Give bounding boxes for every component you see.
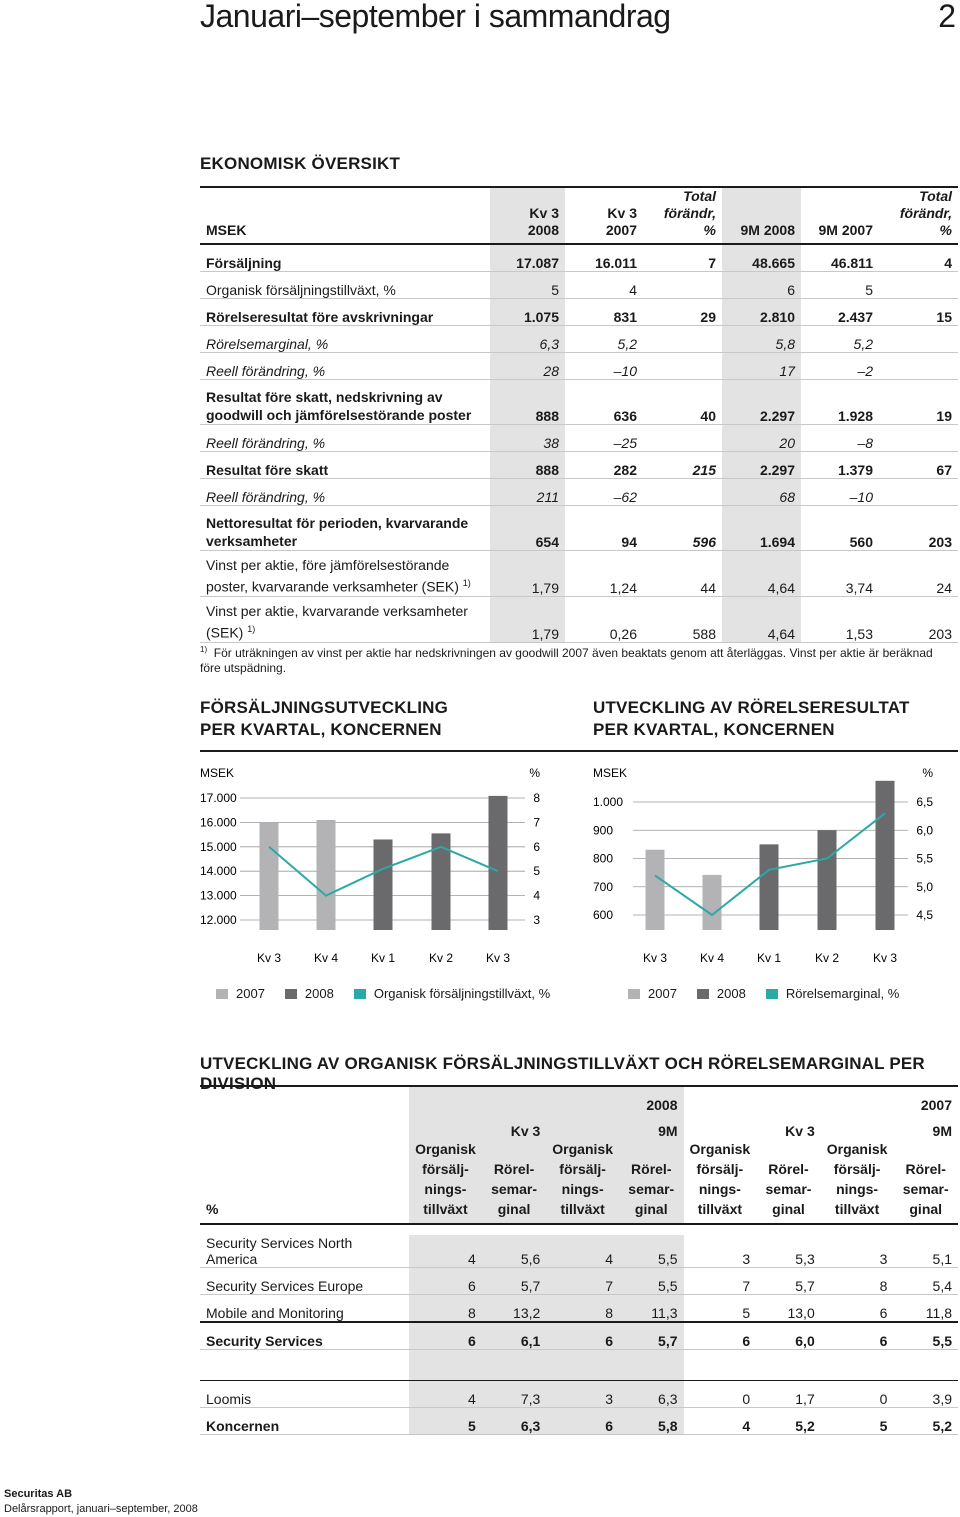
y2-tick-label: 6,5: [916, 795, 933, 809]
cell: 1,7: [756, 1381, 821, 1408]
cell: 4: [879, 244, 958, 271]
col-margin: Rörel- semar- ginal: [482, 1139, 547, 1224]
table-row: [200, 325, 958, 352]
blank: [200, 1113, 409, 1139]
row-label: Försäljning: [200, 244, 490, 271]
spacer-row: [200, 1350, 958, 1381]
col-total-change-q: Total förändr, %: [643, 188, 722, 244]
cell: 4,64: [722, 550, 801, 596]
col-margin: Rörel- semar- ginal: [893, 1139, 958, 1224]
table-row: [200, 1295, 958, 1323]
legend-label: Organisk försäljningstillväxt, %: [373, 986, 551, 1001]
col-margin: Rörel- semar- ginal: [756, 1139, 821, 1224]
left-axis-label: MSEK: [593, 766, 628, 780]
cell: 4: [409, 1381, 482, 1408]
cell: 888: [490, 379, 565, 424]
y2-tick-label: 7: [533, 815, 540, 830]
left-axis-label: MSEK: [200, 766, 235, 780]
cell: 2.297: [722, 379, 801, 424]
row-label: Organisk försäljningstillväxt, %: [200, 271, 490, 298]
cell: 1.379: [801, 451, 879, 478]
legend-label: 2007: [236, 986, 265, 1001]
y-tick-label: 14.000: [200, 864, 237, 879]
cell: 16.011: [565, 244, 643, 271]
footer: [4, 1487, 198, 1517]
cell: 211: [490, 478, 565, 505]
column-header-row: [200, 1139, 958, 1224]
cell: 8: [546, 1295, 619, 1323]
chart1-heading: FÖRSÄLJNINGSUTVECKLING PER KVARTAL, KONCERNEN: [200, 698, 449, 739]
cell: 0: [684, 1381, 757, 1408]
cell: [879, 352, 958, 379]
cell: 4: [565, 271, 643, 298]
cell: 1,79: [490, 596, 565, 642]
cell: 7,3: [482, 1381, 547, 1408]
cell: 5: [801, 271, 879, 298]
cell: 1,24: [565, 550, 643, 596]
legend-swatch-2008: [697, 989, 709, 999]
year-row: [200, 1087, 958, 1113]
y2-tick-label: 5,0: [916, 879, 933, 894]
bar: [260, 822, 279, 930]
blank: [200, 1087, 409, 1113]
y2-tick-label: 5: [533, 864, 540, 879]
legend-swatch-line: [354, 989, 366, 999]
row-label: Rörelseresultat före avskrivningar: [200, 298, 490, 325]
cell: 5,2: [801, 325, 879, 352]
table-row: [200, 1408, 958, 1435]
period-kv3-2007: Kv 3: [785, 1123, 815, 1139]
col-9m-2007: 9M 2007: [801, 188, 879, 244]
row-label: Security Services North America: [200, 1235, 409, 1268]
table-row: [200, 1268, 958, 1295]
cell: 6: [722, 271, 801, 298]
row-label: Koncernen: [200, 1408, 409, 1435]
cell: 29: [643, 298, 722, 325]
sales-chart: [195, 760, 555, 965]
y2-tick-label: 5,5: [916, 851, 933, 866]
cell: 215: [643, 451, 722, 478]
cell: 3: [684, 1235, 757, 1268]
chart2-heading: UTVECKLING AV RÖRELSERESULTAT PER KVARTAL, KONCERNEN: [593, 698, 910, 739]
period-9m-2008: 9M: [546, 1113, 683, 1139]
cell: 28: [490, 352, 565, 379]
cell: 2.810: [722, 298, 801, 325]
cell: 1,53: [801, 596, 879, 642]
overview-header-row: [200, 188, 958, 244]
bar: [489, 796, 508, 930]
y2-tick-label: 6: [533, 839, 540, 854]
footer-report: Delårsrapport, januari–september, 2008: [4, 1503, 198, 1515]
y-tick-label: 13.000: [200, 888, 237, 903]
cell: 1.075: [490, 298, 565, 325]
cell: 24: [879, 550, 958, 596]
legend-swatch-2007: [628, 989, 640, 999]
cell: 596: [643, 505, 722, 550]
table-row: [200, 478, 958, 505]
row-label: Vinst per aktie, kvarvarande verksamheter (SEK) $^{1)}$: [200, 596, 490, 642]
cell: 5: [409, 1408, 482, 1435]
cell: 7: [643, 244, 722, 271]
footnote: $^{1)}$ För uträkningen av vinst per aktie har nedskrivningen av goodwill 2007 även beaktats genom att återläggas. Vinst per aktie är beräknad före utspädning.: [200, 645, 933, 675]
table-row: [200, 1322, 958, 1350]
cell: 38: [490, 424, 565, 451]
cell: 5,5: [893, 1322, 958, 1350]
cell: –25: [565, 424, 643, 451]
cell: 67: [879, 451, 958, 478]
cell: 40: [643, 379, 722, 424]
cell: 6: [409, 1322, 482, 1350]
cell: 2.297: [722, 451, 801, 478]
y-tick-label: 17.000: [200, 791, 237, 805]
col-organic: Organisk försälj- nings- tillväxt: [546, 1139, 619, 1224]
cell: 5,1: [893, 1235, 958, 1268]
y2-tick-label: 3: [533, 913, 540, 927]
cell: 94: [565, 505, 643, 550]
footer-company: Securitas AB: [4, 1488, 73, 1500]
y-tick-label: 16.000: [200, 815, 237, 830]
cell: [643, 352, 722, 379]
period-kv3-2008: Kv 3: [409, 1113, 546, 1139]
overview-table: [200, 188, 958, 643]
y-tick-label: 700: [593, 879, 614, 894]
cell: 5,4: [893, 1268, 958, 1295]
y-tick-label: 12.000: [200, 913, 237, 927]
y2-tick-label: 4,5: [916, 908, 933, 922]
cell: 5,2: [565, 325, 643, 352]
table-row: [200, 1235, 958, 1268]
bar: [646, 850, 665, 930]
year-2007: 2007: [920, 1097, 952, 1113]
page-title: Januari–september i sammandrag: [200, 0, 671, 34]
row-label: Resultat före skatt, nedskrivning av goodwill och jämförelsestörande poster: [200, 379, 490, 424]
cell: 588: [643, 596, 722, 642]
legend-label: Rörelsemarginal, %: [785, 986, 900, 1001]
cell: 5,7: [619, 1322, 684, 1350]
row-label: Security Services: [200, 1322, 409, 1350]
row-label: Resultat före skatt: [200, 451, 490, 478]
cell: 1.928: [801, 379, 879, 424]
y-tick-label: 600: [593, 908, 614, 922]
division-table: [200, 1087, 958, 1435]
col-kv3-2008: Kv 3 2008: [490, 188, 565, 244]
bar: [703, 875, 722, 930]
x-tick-label: Kv 3: [872, 951, 898, 965]
cell: [643, 424, 722, 451]
y2-tick-label: 8: [533, 791, 540, 805]
table-row: [200, 424, 958, 451]
legend-swatch-2008: [285, 989, 297, 999]
cell: 6,3: [490, 325, 565, 352]
cell: [643, 271, 722, 298]
legend-swatch-2007: [216, 989, 228, 999]
cell: 11,8: [893, 1295, 958, 1323]
cell: [879, 424, 958, 451]
table-row: [200, 352, 958, 379]
cell: 6,0: [756, 1322, 821, 1350]
charts-rule: [200, 750, 958, 752]
col-organic: Organisk försälj- nings- tillväxt: [409, 1139, 482, 1224]
cell: 5: [821, 1408, 894, 1435]
cell: 11,3: [619, 1295, 684, 1323]
x-tick-label: Kv 3: [642, 951, 668, 965]
x-tick-label: Kv 1: [370, 951, 396, 965]
cell: 6,3: [619, 1381, 684, 1408]
cell: 5,8: [722, 325, 801, 352]
cell: [643, 325, 722, 352]
row-label: Vinst per aktie, före jämförelsestörande poster, kvarvarande verksamheter (SEK) $^{1)}$: [200, 550, 490, 596]
right-axis-label: %: [922, 766, 933, 780]
cell: 5,6: [482, 1235, 547, 1268]
chart1-legend: [216, 986, 550, 1001]
cell: –10: [801, 478, 879, 505]
col-kv3-2007: Kv 3 2007: [565, 188, 643, 244]
page-number: 2: [938, 0, 956, 34]
col-total-change-9m: Total förändr, %: [879, 188, 958, 244]
col-organic: Organisk försälj- nings- tillväxt: [821, 1139, 894, 1224]
row-label: Loomis: [200, 1381, 409, 1408]
cell: 17: [722, 352, 801, 379]
row-label: Rörelsemarginal, %: [200, 325, 490, 352]
cell: 5,5: [619, 1268, 684, 1295]
cell: 48.665: [722, 244, 801, 271]
table-row: [200, 1381, 958, 1408]
table-row: [200, 505, 958, 550]
cell: 4: [546, 1235, 619, 1268]
col-msek: MSEK: [200, 188, 490, 244]
cell: 1.694: [722, 505, 801, 550]
bar: [876, 781, 895, 930]
y2-tick-label: 4: [533, 888, 540, 903]
cell: 0: [821, 1381, 894, 1408]
cell: –8: [801, 424, 879, 451]
cell: 203: [879, 505, 958, 550]
cell: 5,8: [619, 1408, 684, 1435]
overview-heading: EKONOMISK ÖVERSIKT: [200, 154, 401, 173]
legend-label: 2007: [648, 986, 677, 1001]
cell: 7: [684, 1268, 757, 1295]
cell: [879, 478, 958, 505]
cell: 13,0: [756, 1295, 821, 1323]
table-row: [200, 244, 958, 271]
row-label: Reell förändring, %: [200, 478, 490, 505]
cell: 2.437: [801, 298, 879, 325]
year-2008: 2008: [409, 1087, 683, 1113]
division-heading: UTVECKLING AV ORGANISK FÖRSÄLJNINGSTILLVÄXT OCH RÖRELSEMARGINAL PER DIVISION: [200, 1054, 925, 1093]
cell: 44: [643, 550, 722, 596]
y-tick-label: 15.000: [200, 839, 237, 854]
x-tick-label: Kv 4: [313, 951, 339, 965]
legend-label: 2008: [304, 986, 334, 1001]
cell: 17.087: [490, 244, 565, 271]
y-tick-label: 800: [593, 851, 614, 866]
operating-income-chart: [588, 760, 958, 965]
col-organic: Organisk försälj- nings- tillväxt: [684, 1139, 757, 1224]
cell: 4: [684, 1408, 757, 1435]
cell: 20: [722, 424, 801, 451]
cell: 3,9: [893, 1381, 958, 1408]
cell: 6: [684, 1322, 757, 1350]
col-margin: Rörel- semar- ginal: [619, 1139, 684, 1224]
x-tick-label: Kv 1: [756, 951, 782, 965]
bar: [374, 839, 393, 930]
table-row: [200, 550, 958, 596]
cell: 7: [546, 1268, 619, 1295]
cell: [879, 325, 958, 352]
cell: 5,2: [756, 1408, 821, 1435]
table-row: [200, 379, 958, 424]
cell: [879, 271, 958, 298]
period-row: [200, 1113, 958, 1139]
cell: 8: [821, 1268, 894, 1295]
cell: 282: [565, 451, 643, 478]
cell: 15: [879, 298, 958, 325]
cell: 5,7: [482, 1268, 547, 1295]
x-tick-label: Kv 3: [485, 951, 511, 965]
col-9m-2008: 9M 2008: [722, 188, 801, 244]
chart2-legend: [628, 986, 899, 1001]
row-label: Reell förändring, %: [200, 352, 490, 379]
table-row: [200, 451, 958, 478]
cell: 5,3: [756, 1235, 821, 1268]
y-tick-label: 1.000: [593, 795, 624, 809]
cell: 831: [565, 298, 643, 325]
legend-swatch-line: [766, 989, 778, 999]
cell: 5,5: [619, 1235, 684, 1268]
cell: 5,7: [756, 1268, 821, 1295]
cell: 3: [546, 1381, 619, 1408]
cell: 6: [821, 1295, 894, 1323]
x-tick-label: Kv 2: [814, 951, 840, 965]
row-label: Nettoresultat för perioden, kvarvarande verksamheter: [200, 505, 490, 550]
x-tick-label: Kv 2: [428, 951, 454, 965]
cell: 6: [409, 1268, 482, 1295]
row-label: Security Services Europe: [200, 1268, 409, 1295]
table-row: [200, 298, 958, 325]
cell: 6: [821, 1322, 894, 1350]
legend-label: 2008: [716, 986, 746, 1001]
cell: 8: [409, 1295, 482, 1323]
cell: 203: [879, 596, 958, 642]
cell: 636: [565, 379, 643, 424]
x-tick-label: Kv 3: [256, 951, 282, 965]
cell: 3,74: [801, 550, 879, 596]
cell: –2: [801, 352, 879, 379]
bar: [317, 820, 336, 930]
cell: 4: [409, 1235, 482, 1268]
cell: 1,79: [490, 550, 565, 596]
cell: 68: [722, 478, 801, 505]
x-tick-label: Kv 4: [699, 951, 725, 965]
cell: 6,3: [482, 1408, 547, 1435]
cell: 6,1: [482, 1322, 547, 1350]
cell: 5: [684, 1295, 757, 1323]
cell: –62: [565, 478, 643, 505]
cell: 4,64: [722, 596, 801, 642]
cell: 46.811: [801, 244, 879, 271]
cell: –10: [565, 352, 643, 379]
spacer-row: [200, 1224, 958, 1235]
cell: 19: [879, 379, 958, 424]
y2-tick-label: 6,0: [916, 823, 933, 838]
cell: 13,2: [482, 1295, 547, 1323]
bar: [760, 844, 779, 930]
row-label: Reell förändring, %: [200, 424, 490, 451]
cell: 888: [490, 451, 565, 478]
right-axis-label: %: [529, 766, 540, 780]
col-percent: %: [200, 1139, 409, 1224]
table-row: [200, 596, 958, 642]
cell: [643, 478, 722, 505]
cell: 560: [801, 505, 879, 550]
y-tick-label: 900: [593, 823, 614, 838]
period-9m-2007: 9M: [932, 1123, 952, 1139]
cell: 5,2: [893, 1408, 958, 1435]
row-label: Mobile and Monitoring: [200, 1295, 409, 1323]
bar: [818, 830, 837, 930]
cell: 6: [546, 1322, 619, 1350]
cell: 3: [821, 1235, 894, 1268]
cell: 654: [490, 505, 565, 550]
cell: 5: [490, 271, 565, 298]
cell: 6: [546, 1408, 619, 1435]
cell: 0,26: [565, 596, 643, 642]
table-row: [200, 271, 958, 298]
